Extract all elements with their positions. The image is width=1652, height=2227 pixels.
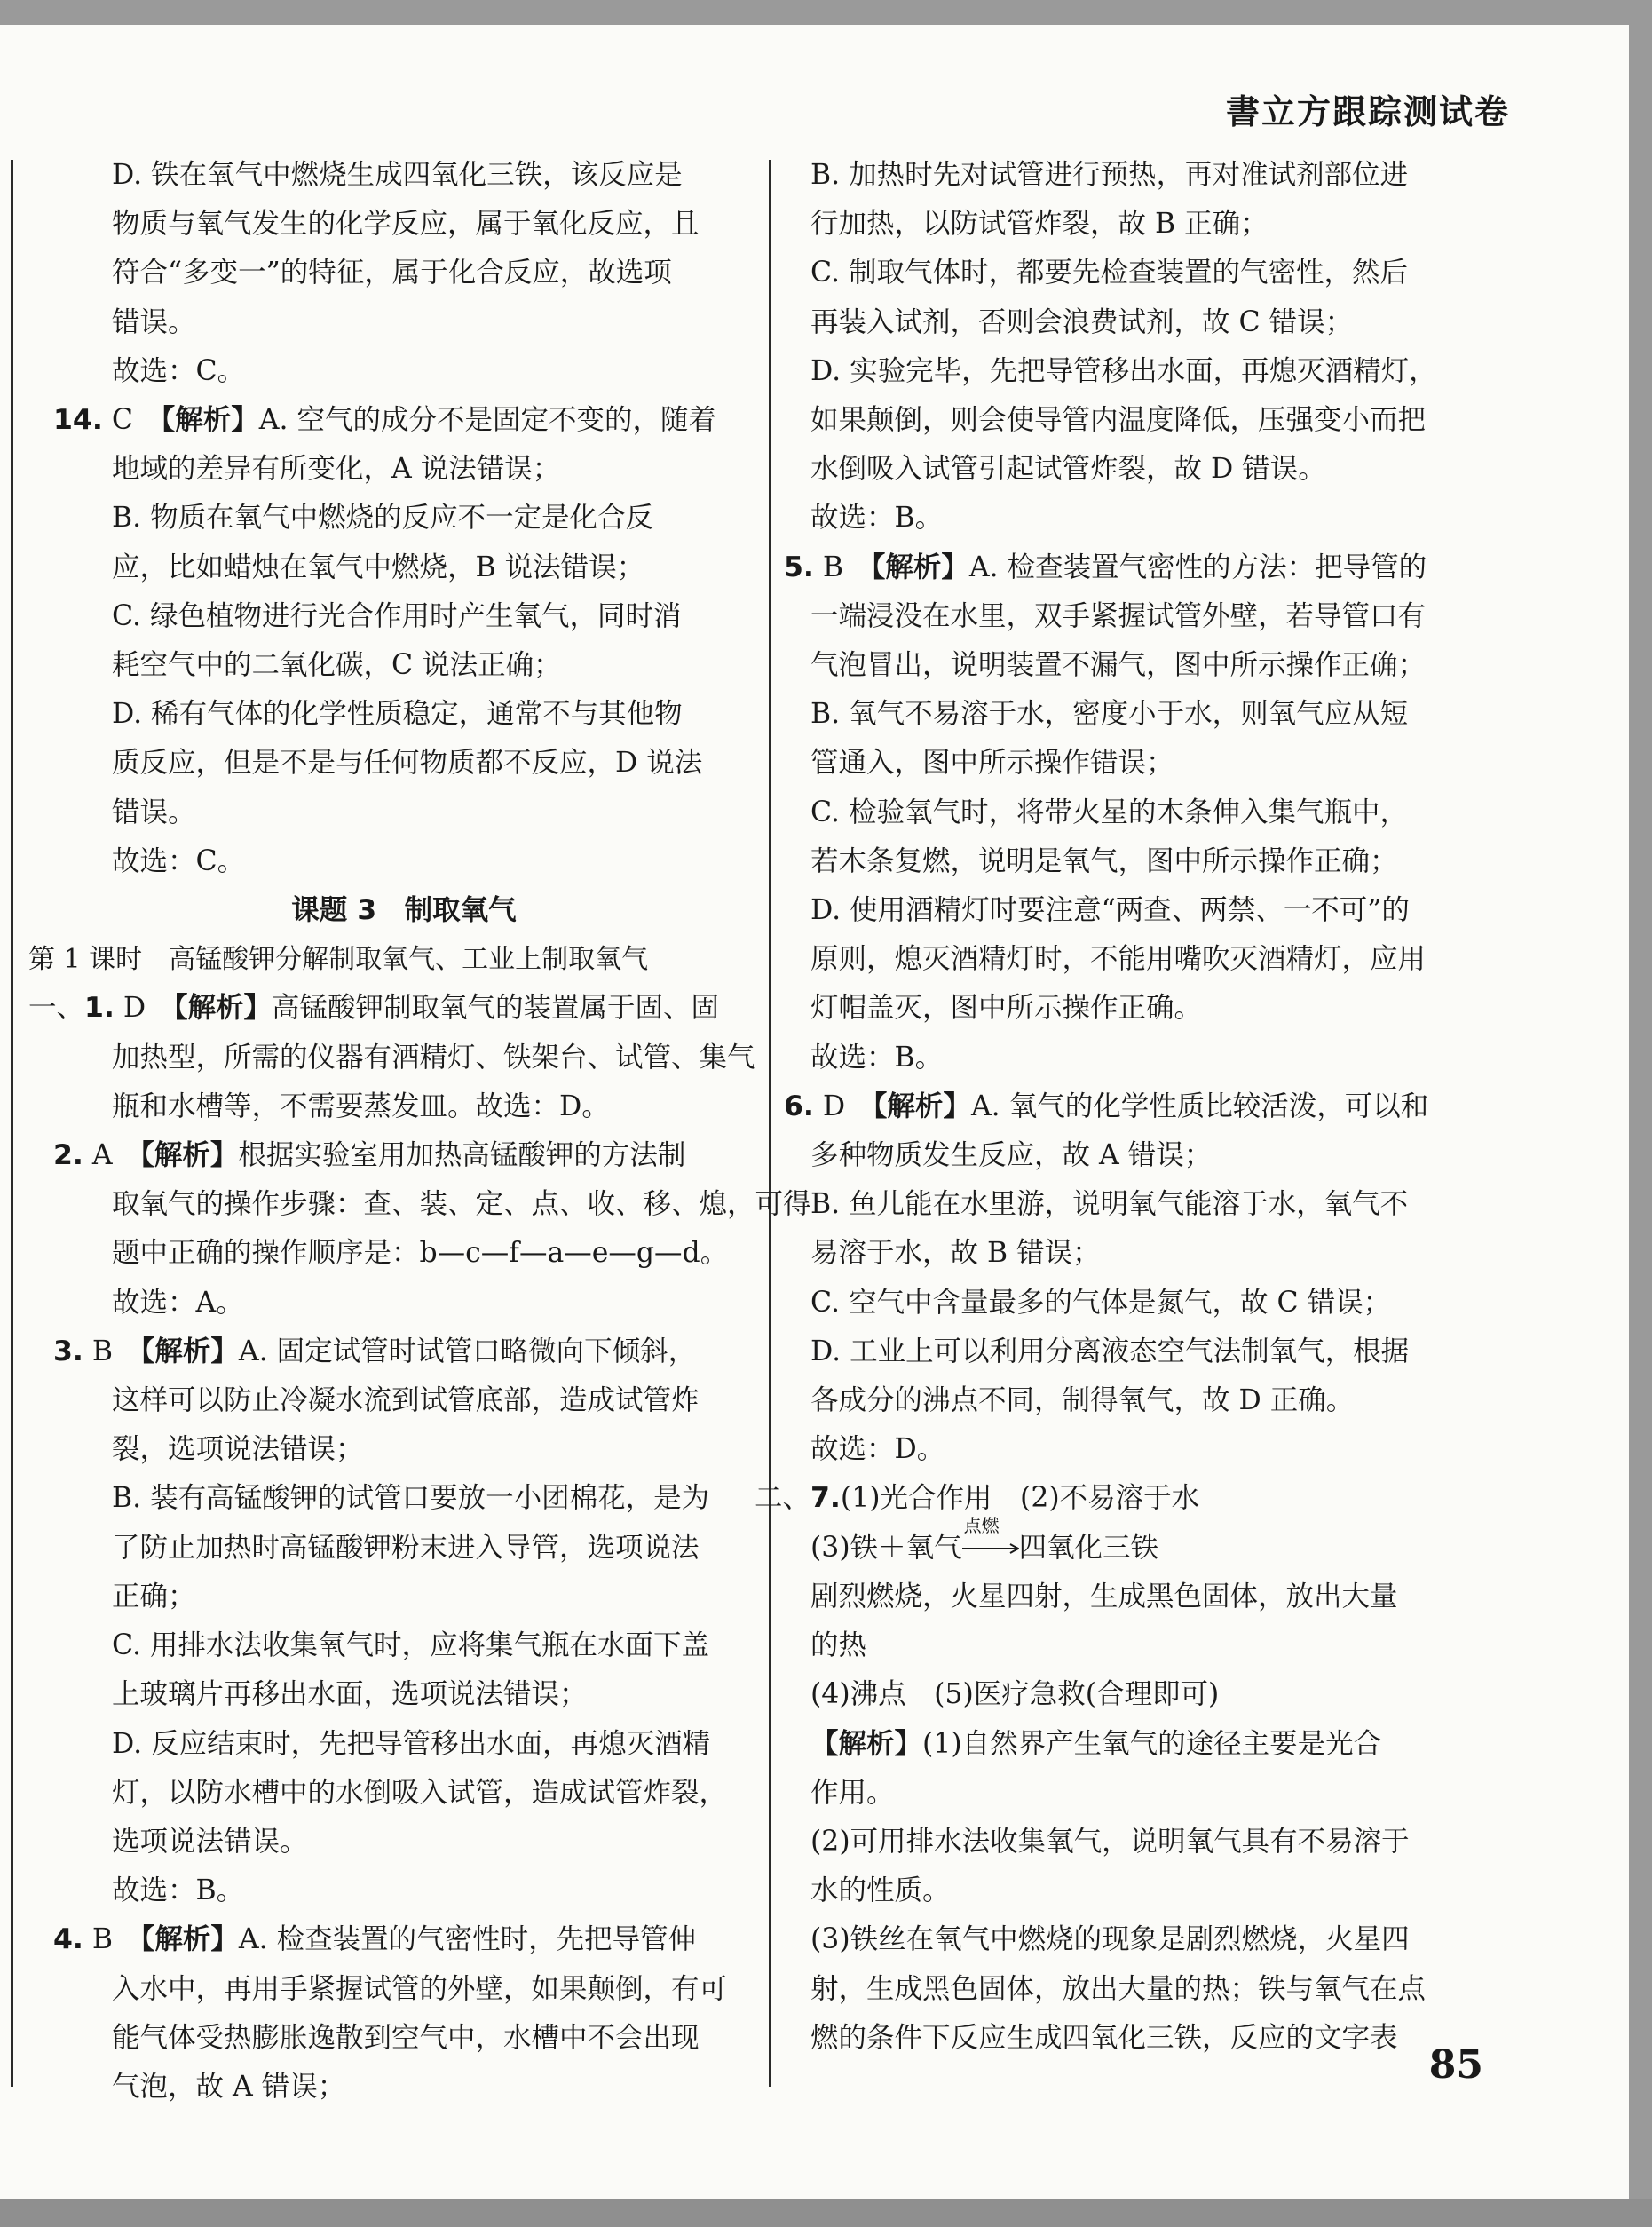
line-text: B. 氧气不易溶于水，密度小于水，则氧气应从短 xyxy=(810,698,1409,731)
line-text: C. 制取气体时，都要先检查装置的气密性，然后 xyxy=(810,257,1409,289)
analysis-tag: 【解析】 xyxy=(140,1335,239,1367)
line-text: D. 工业上可以利用分离液态空气法制氧气，根据 xyxy=(810,1335,1410,1367)
analysis-tag: 【解析】 xyxy=(810,1727,923,1760)
text-line xyxy=(53,1229,755,1278)
text-line xyxy=(803,1866,1514,1915)
text-line xyxy=(803,1818,1514,1866)
question-number: 1. xyxy=(84,992,115,1025)
text-line xyxy=(53,592,755,641)
line-text: 上玻璃片再移出水面，选项说法错误； xyxy=(112,1678,588,1711)
line-text: (1)自然界产生氧气的途径主要是光合 xyxy=(922,1727,1382,1760)
text-line xyxy=(53,445,755,494)
analysis-tag: 【解析】 xyxy=(873,1090,971,1122)
answer-choice: B xyxy=(83,1923,141,1956)
question-line xyxy=(755,1474,1514,1523)
question-number: 14. xyxy=(53,404,103,437)
line-text: D. 稀有气体的化学性质稳定，通常不与其他物 xyxy=(112,698,683,731)
text-line xyxy=(803,1915,1514,1964)
text-line xyxy=(803,1425,1514,1474)
text-line xyxy=(53,837,755,886)
text-line xyxy=(803,1769,1514,1818)
line-text: 符合“多变一”的特征，属于化合反应，故选项 xyxy=(112,257,672,289)
text-line xyxy=(53,1279,755,1327)
text-line xyxy=(53,1670,755,1719)
text-line xyxy=(53,1621,755,1670)
text-line xyxy=(53,151,755,200)
line-text: (2)可用排水法收集氧气，说明氧气具有不易溶于 xyxy=(810,1825,1410,1858)
line-text: 高锰酸钾制取氧气的装置属于固、固 xyxy=(271,992,719,1025)
text-line xyxy=(53,641,755,690)
analysis-tag: 【解析】 xyxy=(871,551,969,583)
text-line xyxy=(53,2014,755,2063)
text-line xyxy=(803,151,1514,200)
line-text: 各成分的沸点不同，制得氧气，故 D 正确。 xyxy=(810,1384,1355,1417)
line-text: (4)沸点 (5)医疗急救(合理即可) xyxy=(810,1678,1220,1711)
text-line xyxy=(53,347,755,396)
text-line xyxy=(803,1131,1514,1180)
answer-choice: B xyxy=(813,551,872,583)
line-text: 灯，以防水槽中的水倒吸入试管，造成试管炸裂， xyxy=(112,1776,728,1809)
line-text: 水的性质。 xyxy=(810,1874,951,1907)
text-line xyxy=(803,789,1514,837)
equation-left: (3)铁＋氧气 xyxy=(810,1531,962,1564)
line-text: 再装入试剂，否则会浪费试剂，故 C 错误； xyxy=(810,305,1354,338)
question-line xyxy=(784,1082,1514,1131)
analysis-tag: 【解析】 xyxy=(173,992,272,1025)
line-text: 故选：B。 xyxy=(810,1041,944,1074)
text-line xyxy=(803,1034,1514,1082)
question-number: 2. xyxy=(53,1139,83,1172)
question-number: 5. xyxy=(784,551,814,583)
line-text: 故选：B。 xyxy=(112,1874,245,1907)
line-text: 裂，选项说法错误； xyxy=(112,1433,364,1466)
text-line xyxy=(803,1376,1514,1425)
text-line xyxy=(53,789,755,837)
line-text: (1)光合作用 (2)不易溶于水 xyxy=(840,1482,1200,1515)
text-line xyxy=(53,690,755,739)
line-text: C. 空气中含量最多的气体是氮气，故 C 错误； xyxy=(810,1286,1392,1319)
text-line xyxy=(803,1229,1514,1278)
text-line xyxy=(803,690,1514,739)
line-text: 多种物质发生反应，故 A 错误； xyxy=(810,1139,1213,1172)
text-line xyxy=(803,641,1514,690)
line-text: 灯帽盖灭，图中所示操作正确。 xyxy=(810,992,1203,1025)
line-text: D. 铁在氧气中燃烧生成四氧化三铁，该反应是 xyxy=(112,159,683,191)
text-line xyxy=(803,886,1514,935)
text-line xyxy=(53,739,755,788)
analysis-tag: 【解析】 xyxy=(140,1923,239,1956)
page-header-brand: 書立方跟踪测试卷 xyxy=(1225,92,1510,131)
text-line xyxy=(53,494,755,543)
line-text: C. 用排水法收集氧气时，应将集气瓶在水面下盖 xyxy=(112,1629,710,1662)
text-line xyxy=(53,1866,755,1915)
line-text: B. 加热时先对试管进行预热，再对准试剂部位进 xyxy=(810,159,1409,191)
line-text: 了防止加热时高锰酸钾粉末进入导管，选项说法 xyxy=(112,1531,700,1564)
line-text: 瓶和水槽等，不需要蒸发皿。故选：D。 xyxy=(112,1090,610,1122)
left-margin-rule xyxy=(11,160,13,2087)
line-text: 故选：A。 xyxy=(112,1286,244,1319)
line-text: D. 反应结束时，先把导管移出水面，再熄灭酒精 xyxy=(112,1727,711,1760)
text-line xyxy=(803,1180,1514,1229)
line-text: 气泡冒出，说明装置不漏气，图中所示操作正确； xyxy=(810,649,1427,682)
line-text: C. 检验氧气时，将带火星的木条伸入集气瓶中， xyxy=(810,796,1409,828)
text-line xyxy=(53,1034,755,1082)
text-line xyxy=(53,1769,755,1818)
line-text: 如果颠倒，则会使导管内温度降低，压强变小而把 xyxy=(810,404,1427,437)
analysis-tag: 【解析】 xyxy=(161,404,259,437)
answer-choice: B xyxy=(83,1335,141,1367)
text-line xyxy=(53,200,755,249)
text-line xyxy=(53,1376,755,1425)
line-text: 取氧气的操作步骤：查、装、定、点、收、移、熄，可得 xyxy=(112,1188,811,1221)
line-text: A. 固定试管时试管口略微向下倾斜， xyxy=(238,1335,697,1367)
scan-border xyxy=(0,2199,1652,2227)
line-text: 易溶于水，故 B 错误； xyxy=(810,1237,1101,1270)
line-text: 耗空气中的二氧化碳，C 说法正确； xyxy=(112,649,562,682)
text-line xyxy=(803,200,1514,249)
line-text: 第 1 课时 高锰酸钾分解制取氧气、工业上制取氧气 xyxy=(28,944,649,976)
question-line xyxy=(53,1327,755,1376)
text-line xyxy=(53,1965,755,2014)
question-line xyxy=(53,396,755,445)
text-line xyxy=(803,984,1514,1033)
text-line xyxy=(803,1670,1514,1719)
text-line xyxy=(53,1573,755,1621)
line-text: 作用。 xyxy=(810,1776,895,1809)
line-text: 课题 3 制取氧气 xyxy=(291,894,517,927)
text-line xyxy=(53,543,755,592)
text-line xyxy=(53,1720,755,1769)
question-line xyxy=(28,984,755,1033)
text-line xyxy=(53,1474,755,1523)
text-line xyxy=(803,935,1514,984)
text-line xyxy=(53,1082,755,1131)
text-line xyxy=(803,249,1514,297)
answer-choice: D xyxy=(813,1090,873,1122)
line-text: 地域的差异有所变化，A 说法错误； xyxy=(112,453,561,486)
line-text: 题中正确的操作顺序是：b—c—f—a—e—g—d。 xyxy=(112,1237,729,1270)
text-line xyxy=(803,1621,1514,1670)
line-text: 选项说法错误。 xyxy=(112,1825,308,1858)
text-line xyxy=(803,1573,1514,1621)
line-text: 根据实验室用加热高锰酸钾的方法制 xyxy=(238,1139,686,1172)
line-text: A. 检查装置气密性的方法：把导管的 xyxy=(968,551,1427,583)
text-line xyxy=(803,298,1514,347)
equation-line xyxy=(803,1515,1514,1573)
text-line xyxy=(803,445,1514,494)
line-text: 能气体受热膨胀逸散到空气中，水槽中不会出现 xyxy=(112,2021,700,2054)
line-text: 正确； xyxy=(112,1580,196,1613)
text-line xyxy=(803,739,1514,788)
column-divider xyxy=(769,160,771,2087)
text-line xyxy=(28,935,755,984)
reaction-arrow-icon xyxy=(962,1515,1019,1557)
line-text: A. 检查装置的气密性时，先把导管伸 xyxy=(238,1923,697,1956)
text-line xyxy=(53,298,755,347)
text-line xyxy=(803,592,1514,641)
line-text: 这样可以防止冷凝水流到试管底部，造成试管炸 xyxy=(112,1384,700,1417)
line-text: 剧烈燃烧，火星四射，生成黑色固体，放出大量 xyxy=(810,1580,1398,1613)
text-line xyxy=(803,494,1514,543)
line-text: 的热 xyxy=(810,1629,867,1662)
line-text: 故选：D。 xyxy=(810,1433,945,1466)
section-prefix: 一、 xyxy=(28,992,85,1025)
line-text: 行加热，以防试管炸裂，故 B 正确； xyxy=(810,208,1269,241)
line-text: 物质与氧气发生的化学反应，属于氧化反应，且 xyxy=(112,208,700,241)
text-line xyxy=(803,1327,1514,1376)
question-line xyxy=(53,1915,755,1964)
line-text: 管通入，图中所示操作错误； xyxy=(810,747,1174,780)
line-text: 应，比如蜡烛在氧气中燃烧，B 说法错误； xyxy=(112,551,645,583)
text-line xyxy=(53,1524,755,1573)
question-line xyxy=(53,1131,755,1180)
right-column xyxy=(755,151,1514,2063)
text-line xyxy=(53,1180,811,1229)
line-text: B. 装有高锰酸钾的试管口要放一小团棉花，是为 xyxy=(112,1482,710,1515)
line-text: C. 绿色植物进行光合作用时产生氧气，同时消 xyxy=(112,599,682,632)
section-title xyxy=(53,886,755,935)
line-text: B. 物质在氧气中燃烧的反应不一定是化合反 xyxy=(112,502,654,535)
line-text: 故选：C。 xyxy=(112,354,246,387)
left-column xyxy=(28,151,811,2112)
line-text: 加热型，所需的仪器有酒精灯、铁架台、试管、集气 xyxy=(112,1041,755,1074)
page-number: 85 xyxy=(1428,2042,1483,2088)
question-line xyxy=(784,543,1514,592)
text-line xyxy=(803,1720,1514,1769)
line-text: D. 使用酒精灯时要注意“两查、两禁、一不可”的 xyxy=(810,894,1410,927)
line-text: 原则，熄灭酒精灯时，不能用嘴吹灭酒精灯，应用 xyxy=(810,943,1427,976)
answer-choice: A xyxy=(83,1139,141,1172)
line-text: 入水中，再用手紧握试管的外壁，如果颠倒，有可 xyxy=(112,1972,728,2005)
line-text: 射，生成黑色固体，放出大量的热；铁与氧气在点 xyxy=(810,1972,1427,2005)
line-text: 若木条复燃，说明是氧气，图中所示操作正确； xyxy=(810,844,1398,877)
line-text: 错误。 xyxy=(112,305,196,338)
question-number: 6. xyxy=(784,1090,814,1122)
line-text: B. 鱼儿能在水里游，说明氧气能溶于水，氧气不 xyxy=(810,1188,1409,1221)
text-line xyxy=(53,1425,755,1474)
reaction-condition: 点燃 xyxy=(963,1515,1000,1537)
answer-choice: C xyxy=(102,404,162,437)
line-text: 水倒吸入试管引起试管炸裂，故 D 错误。 xyxy=(810,453,1326,486)
line-text: 错误。 xyxy=(112,796,196,828)
text-line xyxy=(803,347,1514,396)
line-text: 一端浸没在水里，双手紧握试管外壁，若导管口有 xyxy=(810,599,1427,632)
line-text: (3)铁丝在氧气中燃烧的现象是剧烈燃烧，火星四 xyxy=(810,1923,1410,1956)
question-number: 4. xyxy=(53,1923,83,1956)
line-text: A. 氧气的化学性质比较活泼，可以和 xyxy=(970,1090,1429,1122)
text-line xyxy=(803,2014,1514,2063)
text-line xyxy=(53,1818,755,1866)
line-text: 气泡，故 A 错误； xyxy=(112,2070,346,2103)
section-prefix: 二、 xyxy=(755,1482,811,1515)
line-text: 故选：C。 xyxy=(112,844,246,877)
text-line xyxy=(803,837,1514,886)
answer-choice: D xyxy=(114,992,174,1025)
question-number: 3. xyxy=(53,1335,83,1367)
text-line xyxy=(803,1279,1514,1327)
line-text: A. 空气的成分不是固定不变的，随着 xyxy=(258,404,716,437)
equation-right: 四氧化三铁 xyxy=(1018,1531,1159,1564)
line-text: 故选：B。 xyxy=(810,502,944,535)
text-line xyxy=(803,1965,1514,2014)
text-line xyxy=(53,249,755,297)
line-text: D. 实验完毕，先把导管移出水面，再熄灭酒精灯， xyxy=(810,354,1437,387)
line-text: 燃的条件下反应生成四氧化三铁，反应的文字表 xyxy=(810,2021,1398,2054)
text-line xyxy=(53,2063,755,2112)
analysis-tag: 【解析】 xyxy=(140,1139,239,1172)
text-line xyxy=(803,396,1514,445)
line-text: 质反应，但是不是与任何物质都不反应，D 说法 xyxy=(112,747,703,780)
question-number: 7. xyxy=(810,1482,841,1515)
